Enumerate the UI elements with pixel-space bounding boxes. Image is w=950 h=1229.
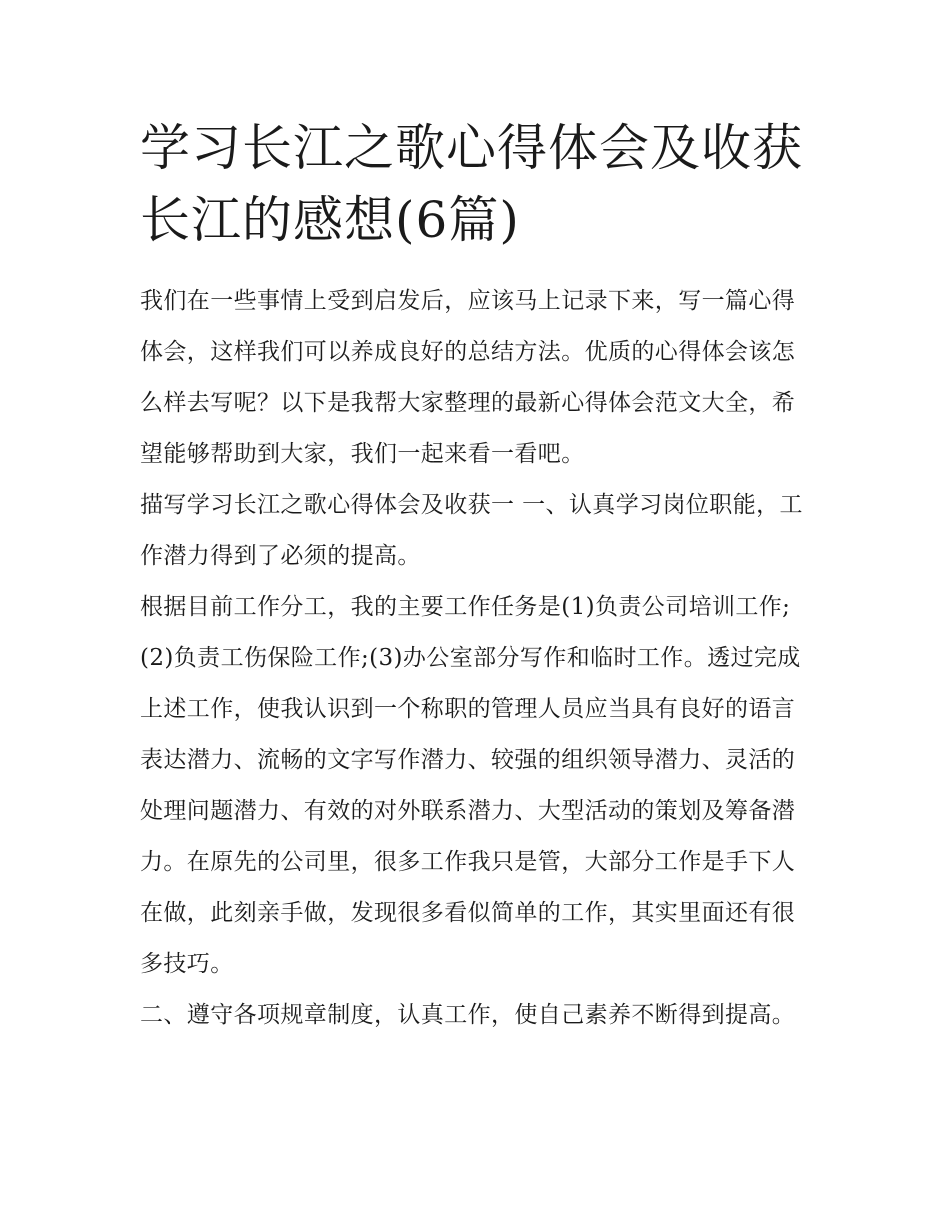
paragraph-section-two: 二、遵守各项规章制度，认真工作，使自己素养不断得到提高。 (140, 1002, 796, 1028)
paragraph-work-tasks: 根据目前工作分工，我的主要工作任务是(1)负责公司培训工作;(2)负责工伤保险工作;(3)办公室部分写作和临时工作。透过完成上述工作，使我认识到一个称职的管理人员应当具有良好的语言表达潜力、流畅的文字写作潜力、较强的组织领导潜力、灵活的处理问题潜力、有效的对外联系潜力、大型活动的策划及筹备潜力。在原先的公司里，很多工作我只是管，大部分工作是手下人在做，此刻亲手做，发现很多看似简单的工作，其实里面还有很多技巧。 (140, 594, 801, 977)
paragraph-intro: 我们在一些事情上受到启发后，应该马上记录下来，写一篇心得体会，这样我们可以养成良好的总结方法。优质的心得体会该怎么样去写呢？以下是我帮大家整理的最新心得体会范文大全，希望能够帮助到大家，我们一起来看一看吧。 (140, 288, 796, 467)
document-title: 学习长江之歌心得体会及收获长江的感想(6篇) (140, 119, 803, 249)
paragraph-section-one: 描写学习长江之歌心得体会及收获一 一、认真学习岗位职能，工作潜力得到了必须的提高。 (140, 492, 803, 569)
document-page (140, 112, 816, 1041)
